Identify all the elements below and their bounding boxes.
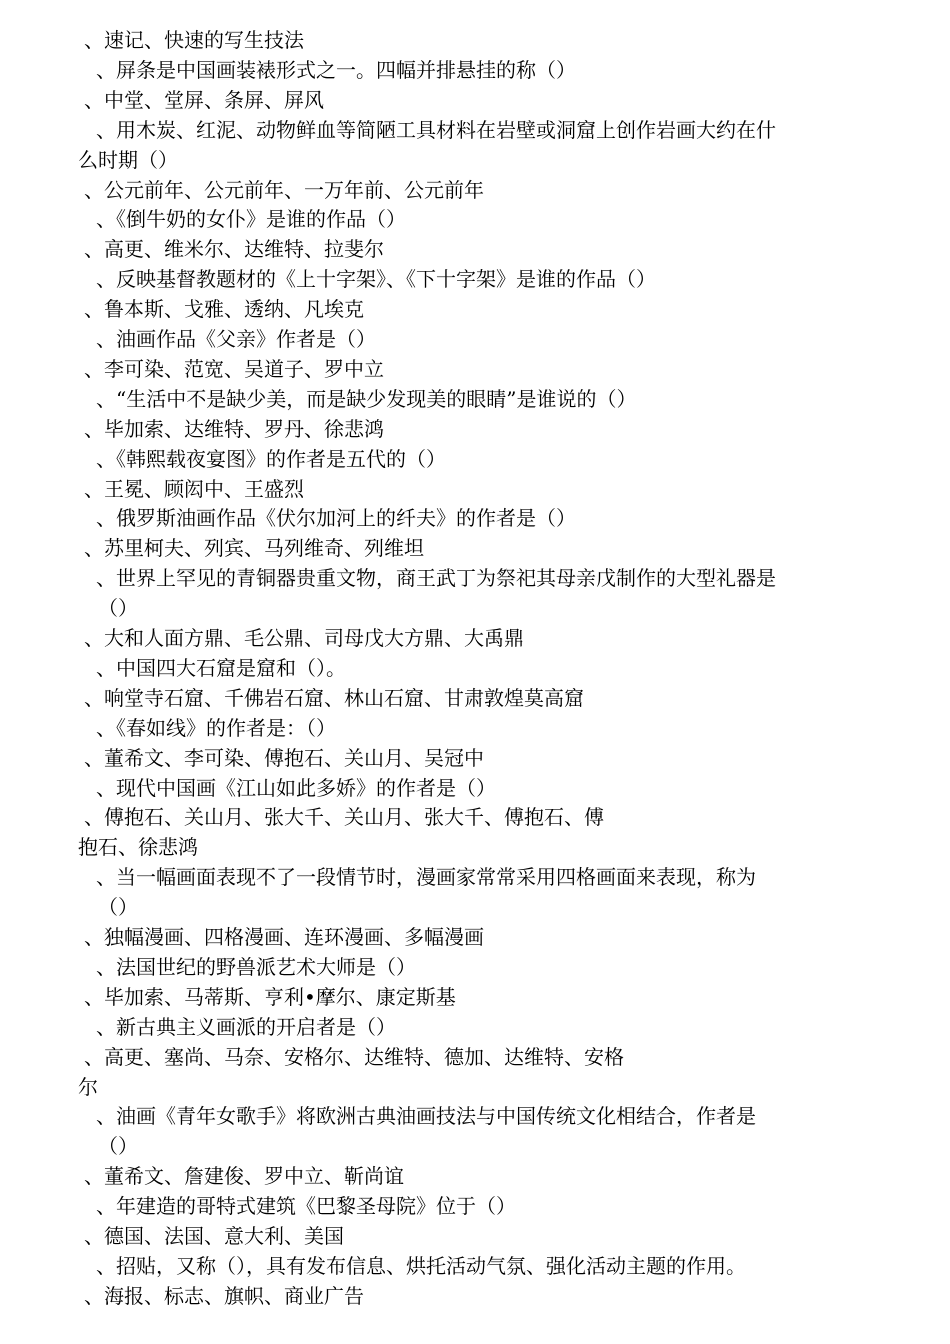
answer-options-line: 、李可染、范宽、吴道子、罗中立 — [84, 356, 384, 381]
continuation-line: （） — [98, 895, 138, 920]
answer-options-line: 、高更、塞尚、马奈、安格尔、达维特、德加、达维特、安格 — [84, 1044, 624, 1069]
answer-options-line: 、响堂寺石窟、千佛岩石窟、林山石窟、甘肃敦煌莫高窟 — [84, 685, 584, 710]
question-line: 、《春如线》的作者是：（） — [96, 715, 336, 740]
question-line: 、现代中国画《江山如此多娇》的作者是（） — [96, 775, 496, 800]
question-line: 、俄罗斯油画作品《伏尔加河上的纤夫》的作者是（） — [96, 506, 576, 531]
question-line: 、当一幅画面表现不了一段情节时，漫画家常常采用四格画面来表现，称为 — [96, 865, 756, 890]
answer-options-line: 、傅抱石、关山月、张大千、关山月、张大千、傅抱石、傅 — [84, 805, 604, 830]
question-line: 、屏条是中国画装裱形式之一。四幅并排悬挂的称（） — [96, 57, 576, 82]
answer-options-line: 、公元前年、公元前年、一万年前、公元前年 — [84, 177, 484, 202]
answer-options-line: 、大和人面方鼎、毛公鼎、司母戊大方鼎、大禹鼎 — [84, 626, 524, 650]
question-line: 、中国四大石窟是窟和（）。 — [96, 655, 346, 680]
answer-options-line: 、苏里柯夫、列宾、马列维奇、列维坦 — [84, 536, 424, 561]
answer-options-line: 、德国、法国、意大利、美国 — [84, 1224, 344, 1248]
question-line: 、《韩熙载夜宴图》的作者是五代的（） — [96, 446, 446, 471]
question-line: 、“生活中不是缺少美，而是缺少发现美的眼睛”是谁说的（） — [96, 386, 637, 411]
answer-options-line: 、中堂、堂屏、条屏、屏风 — [84, 87, 324, 112]
question-line: 、法国世纪的野兽派艺术大师是（） — [96, 954, 416, 979]
answer-options-line: 、独幅漫画、四格漫画、连环漫画、多幅漫画 — [84, 925, 484, 949]
answer-options-line: 、海报、标志、旗帜、商业广告 — [84, 1283, 364, 1308]
question-line: 、年建造的哥特式建筑《巴黎圣母院》位于（） — [96, 1194, 516, 1219]
answer-options-line: 、速记、快速的写生技法 — [84, 28, 304, 52]
question-line: 、新古典主义画派的开启者是（） — [96, 1014, 396, 1039]
question-line: 、招贴，又称（），具有发布信息、烘托活动气氛、强化活动主题的作用。 — [96, 1253, 746, 1278]
question-line: 、《倒牛奶的女仆》是谁的作品（） — [96, 207, 406, 232]
answer-options-line: 、董希文、李可染、傅抱石、关山月、吴冠中 — [84, 745, 484, 770]
continuation-line: （） — [98, 596, 138, 621]
answer-options-line: 、毕加索、马蒂斯、亨利•摩尔、康定斯基 — [84, 984, 456, 1009]
continuation-line: （） — [98, 1134, 138, 1159]
question-line: 、世界上罕见的青铜器贵重文物，商王武丁为祭祀其母亲戊制作的大型礼器是 — [96, 566, 776, 591]
answer-options-line: 、高更、维米尔、达维特、拉斐尔 — [84, 237, 384, 262]
answer-options-line: 、毕加索、达维特、罗丹、徐悲鸿 — [84, 416, 384, 441]
answer-options-line: 、董希文、詹建俊、罗中立、靳尚谊 — [84, 1164, 404, 1189]
question-line: 、油画《青年女歌手》将欧洲古典油画技法与中国传统文化相结合，作者是 — [96, 1104, 756, 1129]
continuation-line: 抱石、徐悲鸿 — [78, 835, 198, 860]
question-line: 、反映基督教题材的《上十字架》、《下十字架》是谁的作品（） — [96, 267, 656, 292]
continuation-line: 尔 — [78, 1074, 98, 1099]
question-line: 、油画作品《父亲》作者是（） — [96, 327, 376, 351]
answer-options-line: 、鲁本斯、戈雅、透纳、凡埃克 — [84, 297, 364, 322]
question-line: 、用木炭、红泥、动物鲜血等简陋工具材料在岩壁或洞窟上创作岩画大约在什 — [96, 117, 776, 142]
continuation-line: 么时期（） — [78, 147, 178, 172]
answer-options-line: 、王冕、顾闳中、王盛烈 — [84, 476, 304, 501]
